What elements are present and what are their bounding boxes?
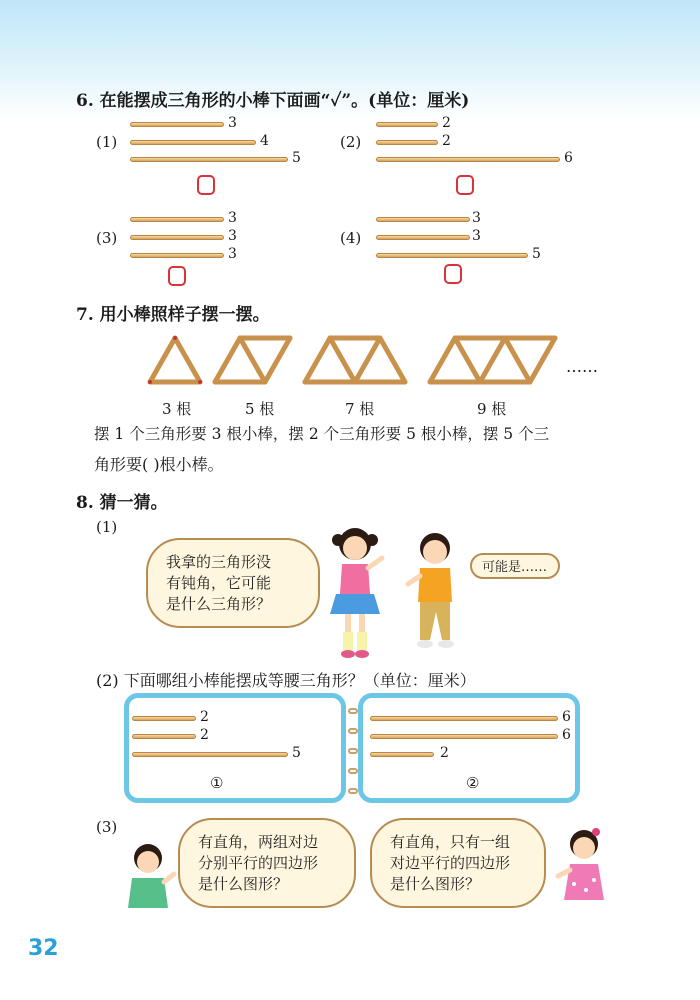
right-speech-bubble (370, 818, 546, 908)
bubble-line: 是什么图形？ (198, 875, 289, 893)
stick-length: 2 (200, 727, 209, 743)
stick-length: 3 (472, 228, 481, 244)
stick (132, 734, 196, 739)
group-mark-1: ① (210, 774, 224, 792)
stick-length: 2 (442, 133, 451, 149)
stick (370, 752, 434, 757)
bubble-text: 可能是…… (482, 560, 548, 575)
stick-length: 2 (440, 745, 449, 761)
answer-checkbox-4[interactable] (444, 264, 462, 284)
bubble-line: 有直角，两组对边 (198, 833, 319, 851)
binder-ring (348, 748, 358, 754)
stick (370, 734, 558, 739)
stick-group-panel-1 (124, 693, 346, 803)
stick-count-1: 3 根 (162, 400, 192, 418)
stick-length: 5 (292, 745, 301, 761)
stick-length: 2 (442, 115, 451, 131)
answer-checkbox-2[interactable] (456, 175, 474, 195)
pattern-ellipsis: …… (566, 357, 598, 376)
q8-title: 8. 猜一猜。 (76, 493, 168, 513)
triangle-stick-patterns (140, 330, 610, 390)
bubble-line: 是什么三角形？ (166, 595, 272, 613)
pattern-4-triangles (430, 338, 555, 382)
stick (130, 235, 224, 240)
boy-character-icon (118, 840, 178, 910)
binder-ring (348, 708, 358, 714)
group-mark-2: ② (466, 774, 480, 792)
boy-speech-bubble (470, 553, 560, 579)
girl-speech-bubble (146, 538, 320, 628)
stick (132, 716, 196, 721)
q6-item1-label: (1) (96, 133, 118, 151)
left-speech-bubble (178, 818, 356, 908)
stick-length: 6 (562, 709, 571, 725)
bubble-line: 有钝角，它可能 (166, 574, 272, 592)
girl-character-icon (552, 826, 616, 908)
stick-length: 3 (472, 210, 481, 226)
stick (376, 253, 528, 258)
stick-count-2: 5 根 (245, 400, 275, 418)
bubble-line: 是什么图形？ (390, 875, 481, 893)
stick (376, 217, 470, 222)
stick-count-4: 9 根 (477, 400, 507, 418)
pattern-1-triangle (150, 338, 200, 382)
stick (132, 752, 288, 757)
stick (376, 157, 560, 162)
pattern-2-triangles (215, 338, 290, 382)
stick (130, 253, 224, 258)
stick-length: 4 (260, 133, 269, 149)
binder-ring (348, 728, 358, 734)
stick-length: 5 (292, 150, 301, 166)
q8-part2-label: (2) 下面哪组小棒能摆成等腰三角形？（单位：厘米） (96, 671, 476, 690)
bubble-line: 分别平行的四边形 (198, 854, 319, 872)
stick (130, 140, 256, 145)
page-number: 32 (28, 936, 59, 961)
bubble-line: 对边平行的四边形 (390, 854, 511, 872)
binder-ring (348, 788, 358, 794)
q6-item2-label: (2) (340, 133, 362, 151)
q7-question-line2: 角形要( )根小棒。 (94, 455, 224, 474)
stick-length: 6 (562, 727, 571, 743)
stick-length: 3 (228, 228, 237, 244)
bubble-line: 有直角，只有一组 (390, 833, 511, 851)
stick-length: 3 (228, 246, 237, 262)
q6-item4-label: (4) (340, 229, 362, 247)
stick (376, 140, 438, 145)
stick-length: 3 (228, 210, 237, 226)
stick-length: 6 (564, 150, 573, 166)
answer-checkbox-3[interactable] (168, 266, 186, 286)
bubble-line: 我拿的三角形没 (166, 553, 272, 571)
stick-length: 5 (532, 246, 541, 262)
stick (376, 122, 438, 127)
stick (130, 157, 288, 162)
stick (376, 235, 470, 240)
q8-part3-label: (3) (96, 818, 118, 836)
answer-checkbox-1[interactable] (197, 175, 215, 195)
q8-part1-label: (1) (96, 518, 118, 536)
stick-length: 2 (200, 709, 209, 725)
q7-title: 7. 用小棒照样子摆一摆。 (76, 305, 270, 325)
stick (370, 716, 558, 721)
boy-illustration-icon (402, 528, 468, 658)
binder-ring (348, 768, 358, 774)
stick (130, 217, 224, 222)
stick-count-3: 7 根 (345, 400, 375, 418)
stick (130, 122, 224, 127)
girl-illustration-icon (320, 522, 390, 662)
q6-item3-label: (3) (96, 229, 118, 247)
stick-length: 3 (228, 115, 237, 131)
pattern-3-triangles (305, 338, 405, 382)
q7-question-line1: 摆 1 个三角形要 3 根小棒，摆 2 个三角形要 5 根小棒，摆 5 个三 (94, 425, 550, 443)
q6-title: 6. 在能摆成三角形的小棒下面画“✓”。(单位：厘米) (76, 91, 470, 111)
